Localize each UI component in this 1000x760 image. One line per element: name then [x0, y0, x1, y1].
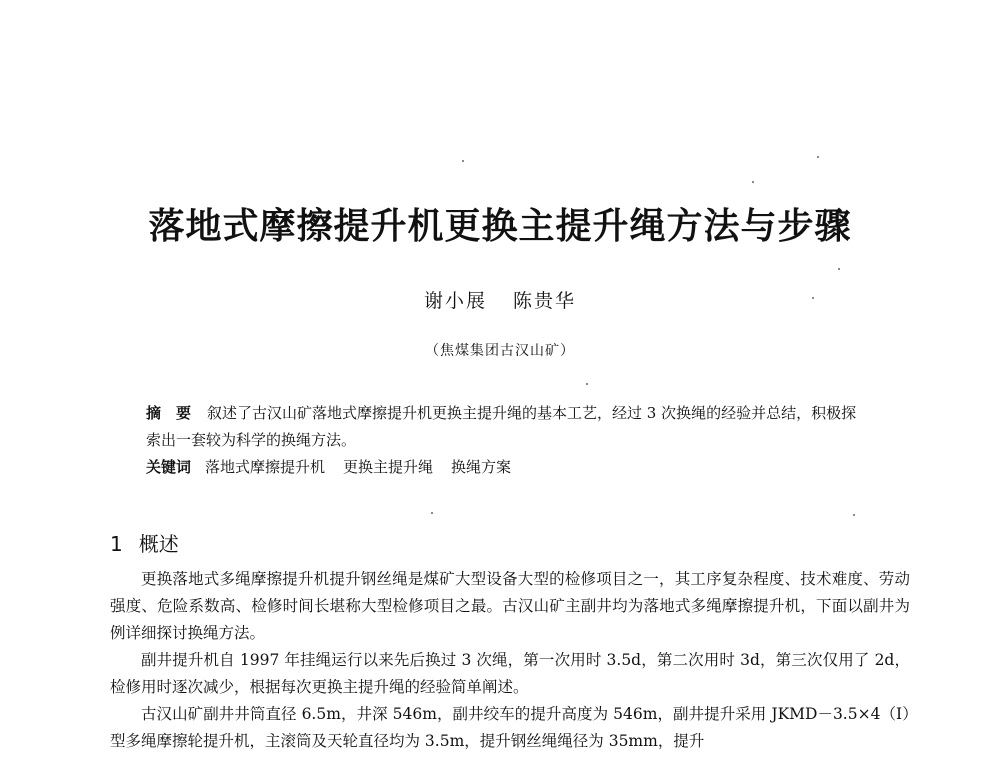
scan-speck [586, 383, 588, 385]
keywords-label: 关键词 [146, 458, 192, 476]
author-name: 陈贵华 [513, 290, 577, 312]
section-heading [110, 528, 179, 557]
scan-speck [462, 160, 464, 162]
author-name: 谢小展 [423, 290, 487, 312]
section-title: 概述 [138, 532, 179, 556]
affiliation: （焦煤集团古汉山矿） [425, 343, 575, 359]
scan-speck [752, 181, 754, 183]
abstract [146, 400, 866, 454]
abstract-label: 摘 要 [146, 404, 192, 422]
body-paragraph: 更换落地式多绳摩擦提升机提升钢丝绳是煤矿大型设备大型的检修项目之一，其工序复杂程度、技术难度、劳动强度、危险系数高、检修时间长堪称大型检修项目之最。古汉山矿主副井均为落地式多绳摩擦提升机，下面以副井为例详细探讨换绳方法。 [110, 570, 910, 642]
scan-speck [431, 512, 433, 514]
paper-title: 落地式摩擦提升机更换主提升绳方法与步骤 [148, 205, 852, 247]
keyword: 落地式摩擦提升机 [205, 458, 326, 476]
scan-speck [853, 514, 855, 516]
body-paragraph: 古汉山矿副井井筒直径 6.5m，井深 546m，副井绞车的提升高度为 546m，副井提升采用 JKMD－3.5×4（Ⅰ）型多绳摩擦轮提升机，主滚筒及天轮直径均为 3.5m，提升钢丝绳绳径为 35mm，提升 [110, 705, 910, 750]
keyword: 换绳方案 [451, 458, 512, 476]
body-paragraph: 副井提升机自 1997 年挂绳运行以来先后换过 3 次绳，第一次用时 3.5d，第二次用时 3d，第三次仅用了 2d，检修用时逐次减少，根据每次更换主提升绳的经验简单阐述。 [110, 651, 910, 696]
section-body [110, 566, 910, 755]
section-number: 1 [110, 532, 123, 556]
scan-speck [817, 156, 819, 158]
keywords [146, 454, 866, 481]
abstract-text: 叙述了古汉山矿落地式摩擦提升机更换主提升绳的基本工艺，经过 3 次换绳的经验并总结，积极探索出一套较为科学的换绳方法。 [146, 404, 857, 449]
abstract-block [146, 400, 866, 481]
keyword: 更换主提升绳 [343, 458, 434, 476]
author-list [0, 286, 1000, 313]
scan-speck [838, 268, 840, 270]
